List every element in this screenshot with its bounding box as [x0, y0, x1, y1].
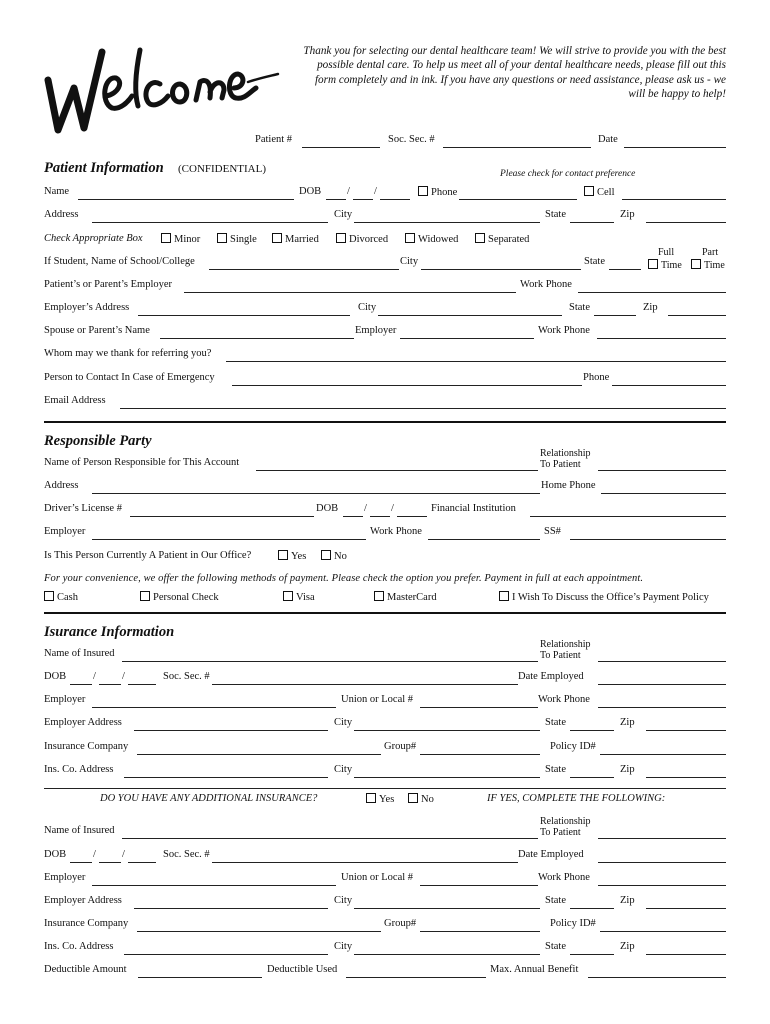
pay-visa: [283, 591, 315, 603]
ins-zip-field[interactable]: [646, 718, 726, 731]
widowed-checkbox[interactable]: [405, 233, 415, 243]
name-field[interactable]: [78, 187, 294, 200]
financial-field[interactable]: [530, 504, 726, 517]
dob-year-field[interactable]: [380, 187, 410, 200]
ins2-state-label: State: [545, 895, 566, 906]
spouse-field[interactable]: [160, 326, 354, 339]
ins2-relationship-label: Relationship: [540, 816, 591, 827]
rp-to-patient-label: To Patient: [540, 459, 581, 470]
ins-work-phone-field[interactable]: [598, 695, 726, 708]
additional-yes-label: Yes: [379, 794, 395, 805]
status-divorced: [336, 233, 388, 245]
yes-label: Yes: [291, 551, 307, 562]
dob-day-field[interactable]: [353, 187, 373, 200]
ins-employer-address-field[interactable]: [134, 718, 328, 731]
status-separated: [475, 233, 529, 245]
zip-field[interactable]: [646, 210, 726, 223]
rp-dob-year-field[interactable]: [397, 504, 427, 517]
phone-checkbox[interactable]: [418, 186, 428, 196]
ins2-dob-label: DOB: [44, 849, 67, 860]
pay-mastercard: [374, 591, 437, 603]
slash: /: [347, 186, 350, 197]
school-field[interactable]: [209, 257, 399, 270]
current-patient-yes: [278, 550, 306, 562]
ins2-city-field[interactable]: [354, 896, 540, 909]
ins-co-state-label: State: [545, 764, 566, 775]
ins2-employer-address-field[interactable]: [134, 896, 328, 909]
patient-info-title: Patient Information: [44, 160, 164, 176]
ins2-co-state-label: State: [545, 941, 566, 952]
ins2-date-employed-field[interactable]: [598, 850, 726, 863]
union-field[interactable]: [420, 695, 538, 708]
discuss-policy-label: I Wish To Discuss the Office’s Payment Policy: [512, 592, 709, 603]
rp-dob-label: DOB: [316, 503, 339, 514]
emergency-label: Person to Contact In Case of Emergency: [44, 372, 215, 383]
separated-checkbox[interactable]: [475, 233, 485, 243]
ins2-co-address-field[interactable]: [124, 942, 328, 955]
employer-state-label: State: [569, 302, 590, 313]
employer-state-field[interactable]: [594, 303, 636, 316]
cell-label: Cell: [597, 187, 615, 198]
ins-co-zip-label: Zip: [620, 764, 635, 775]
spouse-employer-label: Employer: [355, 325, 397, 336]
union-label: Union or Local #: [341, 694, 414, 705]
divorced-label: Divorced: [349, 234, 389, 245]
visa-label: Visa: [296, 592, 315, 603]
insured-name-field[interactable]: [122, 649, 538, 662]
emergency-field[interactable]: [232, 373, 582, 386]
ins2-union-field[interactable]: [420, 873, 538, 886]
ins2-co-city-label: City: [334, 941, 353, 952]
ins-soc-sec-label: Soc. Sec. #: [163, 671, 210, 682]
employer-address-label: Employer’s Address: [44, 302, 130, 313]
employer-label: Patient’s or Parent’s Employer: [44, 279, 173, 290]
ins-co-city-label: City: [334, 764, 353, 775]
part-time-option: [691, 259, 725, 271]
rp-relationship-label: Relationship: [540, 448, 591, 459]
minor-checkbox[interactable]: [161, 233, 171, 243]
pay-check: [140, 591, 219, 603]
full-time-checkbox[interactable]: [648, 259, 658, 269]
policy-field[interactable]: [600, 742, 726, 755]
additional-no: [408, 793, 434, 805]
insured-name-label: Name of Insured: [44, 648, 115, 659]
emergency-phone-label: Phone: [583, 372, 610, 383]
ins2-state-field[interactable]: [570, 896, 614, 909]
ss-field[interactable]: [570, 527, 726, 540]
phone-field[interactable]: [459, 187, 577, 200]
ins2-dob-day-field[interactable]: [99, 850, 121, 863]
single-label: Single: [230, 234, 257, 245]
personal-check-checkbox[interactable]: [140, 591, 150, 601]
status-single: [217, 233, 257, 245]
policy-label: Policy ID#: [550, 741, 596, 752]
separated-label: Separated: [488, 234, 530, 245]
personal-check-label: Personal Check: [153, 592, 219, 603]
insured2-name-field[interactable]: [122, 826, 538, 839]
thin-divider: [44, 788, 726, 789]
ins-co-address-label: Ins. Co. Address: [44, 764, 114, 775]
student-city-label: City: [400, 256, 419, 267]
financial-label: Financial Institution: [431, 503, 516, 514]
additional-insurance-question: DO YOU HAVE ANY ADDITIONAL INSURANCE?: [100, 793, 318, 804]
ins2-dob-year-field[interactable]: [128, 850, 156, 863]
address-field[interactable]: [92, 210, 328, 223]
pay-cash: [44, 591, 78, 603]
ins-soc-sec-field[interactable]: [212, 672, 518, 685]
ins-city-label: City: [334, 717, 353, 728]
slash: /: [122, 849, 125, 860]
ins2-policy-field[interactable]: [600, 919, 726, 932]
work-phone-field[interactable]: [578, 280, 726, 293]
work-phone-label: Work Phone: [520, 279, 572, 290]
ins2-co-zip-label: Zip: [620, 941, 635, 952]
name-label: Name: [44, 186, 70, 197]
city-field[interactable]: [354, 210, 540, 223]
dob-label: DOB: [299, 186, 322, 197]
address-label: Address: [44, 209, 79, 220]
patient-number-field[interactable]: [302, 135, 380, 148]
dob-month-field[interactable]: [326, 187, 346, 200]
phone-label: Phone: [431, 187, 458, 198]
ins2-city-label: City: [334, 895, 353, 906]
ins-employer-field[interactable]: [92, 695, 336, 708]
section-divider: [44, 421, 726, 423]
group-label: Group#: [384, 741, 417, 752]
pay-discuss: [499, 591, 709, 603]
phone-pref: [418, 186, 457, 198]
ins-dob-year-field[interactable]: [128, 672, 156, 685]
ins-zip-label: Zip: [620, 717, 635, 728]
responsible-name-field[interactable]: [256, 458, 538, 471]
rp-employer-label: Employer: [44, 526, 86, 537]
date-employed-label: Date Employed: [518, 671, 584, 682]
employer-city-field[interactable]: [378, 303, 562, 316]
additional-yes: [366, 793, 394, 805]
insurance-title: Isurance Information: [44, 624, 175, 640]
rp-home-phone-field[interactable]: [601, 481, 726, 494]
ins2-co-zip-field[interactable]: [646, 942, 726, 955]
ins2-co-address-label: Ins. Co. Address: [44, 941, 114, 952]
additional-no-label: No: [421, 794, 434, 805]
single-checkbox[interactable]: [217, 233, 227, 243]
ins-city-field[interactable]: [354, 718, 540, 731]
date-employed-field[interactable]: [598, 672, 726, 685]
rp-dob-month-field[interactable]: [343, 504, 363, 517]
ins2-employer-address-label: Employer Address: [44, 895, 122, 906]
full-time-option: [648, 259, 682, 271]
ins-relationship-field[interactable]: [598, 649, 726, 662]
mastercard-checkbox[interactable]: [374, 591, 384, 601]
rp-work-phone-label: Work Phone: [370, 526, 422, 537]
contact-preference-hint: Please check for contact preference: [500, 169, 636, 179]
cell-field[interactable]: [622, 187, 726, 200]
license-label: Driver’s License #: [44, 503, 122, 514]
spouse-label: Spouse or Parent’s Name: [44, 325, 150, 336]
insured2-name-label: Name of Insured: [44, 825, 115, 836]
license-field[interactable]: [130, 504, 314, 517]
divorced-checkbox[interactable]: [336, 233, 346, 243]
slash: /: [374, 186, 377, 197]
employer-zip-label: Zip: [643, 302, 658, 313]
ins-co-city-field[interactable]: [354, 765, 540, 778]
slash: /: [364, 503, 367, 514]
cell-pref: [584, 186, 615, 198]
visa-checkbox[interactable]: [283, 591, 293, 601]
part-time-label: Time: [704, 260, 725, 271]
slash: /: [122, 671, 125, 682]
employer-field[interactable]: [184, 280, 516, 293]
group-field[interactable]: [420, 742, 540, 755]
ins2-to-patient-label: To Patient: [540, 827, 581, 838]
emergency-phone-field[interactable]: [612, 373, 726, 386]
cash-checkbox[interactable]: [44, 591, 54, 601]
ins2-zip-label: Zip: [620, 895, 635, 906]
ins-state-field[interactable]: [570, 718, 614, 731]
welcome-logo: [40, 30, 280, 140]
cash-label: Cash: [57, 592, 78, 603]
deductible-used-field[interactable]: [346, 965, 486, 978]
ins-company-label: Insurance Company: [44, 741, 129, 752]
full-label: Full: [658, 247, 675, 258]
additional-no-checkbox[interactable]: [408, 793, 418, 803]
student-city-field[interactable]: [421, 257, 581, 270]
minor-label: Minor: [174, 234, 201, 245]
check-box-label: Check Appropriate Box: [44, 233, 143, 244]
no-label: No: [334, 551, 347, 562]
ins2-policy-label: Policy ID#: [550, 918, 596, 929]
rp-address-field[interactable]: [92, 481, 540, 494]
responsible-party-title: Responsible Party: [44, 433, 152, 449]
ins-work-phone-label: Work Phone: [538, 694, 590, 705]
mastercard-label: MasterCard: [387, 592, 437, 603]
yes-checkbox[interactable]: [278, 550, 288, 560]
ins2-soc-sec-label: Soc. Sec. #: [163, 849, 210, 860]
ins-dob-label: DOB: [44, 671, 67, 682]
discuss-policy-checkbox[interactable]: [499, 591, 509, 601]
slash: /: [93, 849, 96, 860]
additional-yes-checkbox[interactable]: [366, 793, 376, 803]
employer-city-label: City: [358, 302, 377, 313]
ins2-employer-field[interactable]: [92, 873, 336, 886]
deductible-label: Deductible Amount: [44, 964, 127, 975]
email-label: Email Address: [44, 395, 106, 406]
zip-label: Zip: [620, 209, 635, 220]
employer-address-field[interactable]: [138, 303, 350, 316]
date-field[interactable]: [624, 135, 726, 148]
married-checkbox[interactable]: [272, 233, 282, 243]
ins2-work-phone-label: Work Phone: [538, 872, 590, 883]
ins2-employer-label: Employer: [44, 872, 86, 883]
no-checkbox[interactable]: [321, 550, 331, 560]
ins-employer-label: Employer: [44, 694, 86, 705]
ss-label: SS#: [544, 526, 561, 537]
ins-co-address-field[interactable]: [124, 765, 328, 778]
ins2-company-field[interactable]: [137, 919, 381, 932]
soc-sec-label: Soc. Sec. #: [388, 134, 435, 145]
spouse-work-phone-label: Work Phone: [538, 325, 590, 336]
student-state-label: State: [584, 256, 605, 267]
ins2-co-city-field[interactable]: [354, 942, 540, 955]
spouse-work-phone-field[interactable]: [597, 326, 726, 339]
part-time-checkbox[interactable]: [691, 259, 701, 269]
rp-address-label: Address: [44, 480, 79, 491]
ins2-co-state-field[interactable]: [570, 942, 614, 955]
ins2-group-field[interactable]: [420, 919, 540, 932]
spouse-employer-field[interactable]: [400, 326, 534, 339]
ins-to-patient-label: To Patient: [540, 650, 581, 661]
intro-text: Thank you for selecting our dental healthcare team! We will strive to provide you with the best possible dental care. To help us meet all of your dental healthcare needs, please fill out this form completely and in ink. If you have any questions or need assistance, please ask us - we will be happy to help!: [303, 45, 726, 100]
max-benefit-label: Max. Annual Benefit: [490, 964, 579, 975]
max-benefit-field[interactable]: [588, 965, 726, 978]
rp-relationship-field[interactable]: [598, 458, 726, 471]
confidential-label: (CONFIDENTIAL): [178, 163, 266, 175]
status-married: [272, 233, 319, 245]
if-yes-label: IF YES, COMPLETE THE FOLLOWING:: [487, 793, 666, 804]
ins-employer-address-label: Employer Address: [44, 717, 122, 728]
ins2-relationship-field[interactable]: [598, 826, 726, 839]
patient-number-label: Patient #: [255, 134, 293, 145]
student-state-field[interactable]: [609, 257, 641, 270]
ins-co-zip-field[interactable]: [646, 765, 726, 778]
status-minor: [161, 233, 200, 245]
widowed-label: Widowed: [418, 234, 459, 245]
ins-state-label: State: [545, 717, 566, 728]
soc-sec-field[interactable]: [443, 135, 591, 148]
email-field[interactable]: [120, 396, 726, 409]
ins2-group-label: Group#: [384, 918, 417, 929]
deductible-field[interactable]: [138, 965, 262, 978]
rp-employer-field[interactable]: [92, 527, 366, 540]
responsible-name-label: Name of Person Responsible for This Account: [44, 457, 240, 468]
rp-work-phone-field[interactable]: [428, 527, 540, 540]
ins2-zip-field[interactable]: [646, 896, 726, 909]
city-label: City: [334, 209, 353, 220]
employer-zip-field[interactable]: [668, 303, 726, 316]
ins2-company-label: Insurance Company: [44, 918, 129, 929]
ins-company-field[interactable]: [137, 742, 381, 755]
full-time-label: Time: [661, 260, 682, 271]
slash: /: [391, 503, 394, 514]
state-field[interactable]: [570, 210, 614, 223]
payment-note: For your convenience, we offer the following methods of payment. Please check the option you prefer. Payment in full at each appointment.: [44, 573, 644, 584]
ins2-date-employed-label: Date Employed: [518, 849, 584, 860]
ins2-dob-month-field[interactable]: [70, 850, 92, 863]
ins2-soc-sec-field[interactable]: [212, 850, 518, 863]
state-label: State: [545, 209, 566, 220]
part-label: Part: [702, 247, 719, 258]
student-label: If Student, Name of School/College: [44, 256, 195, 267]
ins-dob-month-field[interactable]: [70, 672, 92, 685]
ins-co-state-field[interactable]: [570, 765, 614, 778]
date-label: Date: [598, 134, 618, 145]
slash: /: [93, 671, 96, 682]
current-patient-label: Is This Person Currently A Patient in Our Office?: [44, 550, 252, 561]
ins-relationship-label: Relationship: [540, 639, 591, 650]
rp-dob-day-field[interactable]: [370, 504, 390, 517]
deductible-used-label: Deductible Used: [267, 964, 338, 975]
section-divider: [44, 612, 726, 614]
rp-home-phone-label: Home Phone: [541, 480, 596, 491]
ins2-work-phone-field[interactable]: [598, 873, 726, 886]
referral-field[interactable]: [226, 349, 726, 362]
ins-dob-day-field[interactable]: [99, 672, 121, 685]
married-label: Married: [285, 234, 319, 245]
current-patient-no: [321, 550, 347, 562]
referral-label: Whom may we thank for referring you?: [44, 348, 212, 359]
cell-checkbox[interactable]: [584, 186, 594, 196]
ins2-union-label: Union or Local #: [341, 872, 414, 883]
status-widowed: [405, 233, 458, 245]
